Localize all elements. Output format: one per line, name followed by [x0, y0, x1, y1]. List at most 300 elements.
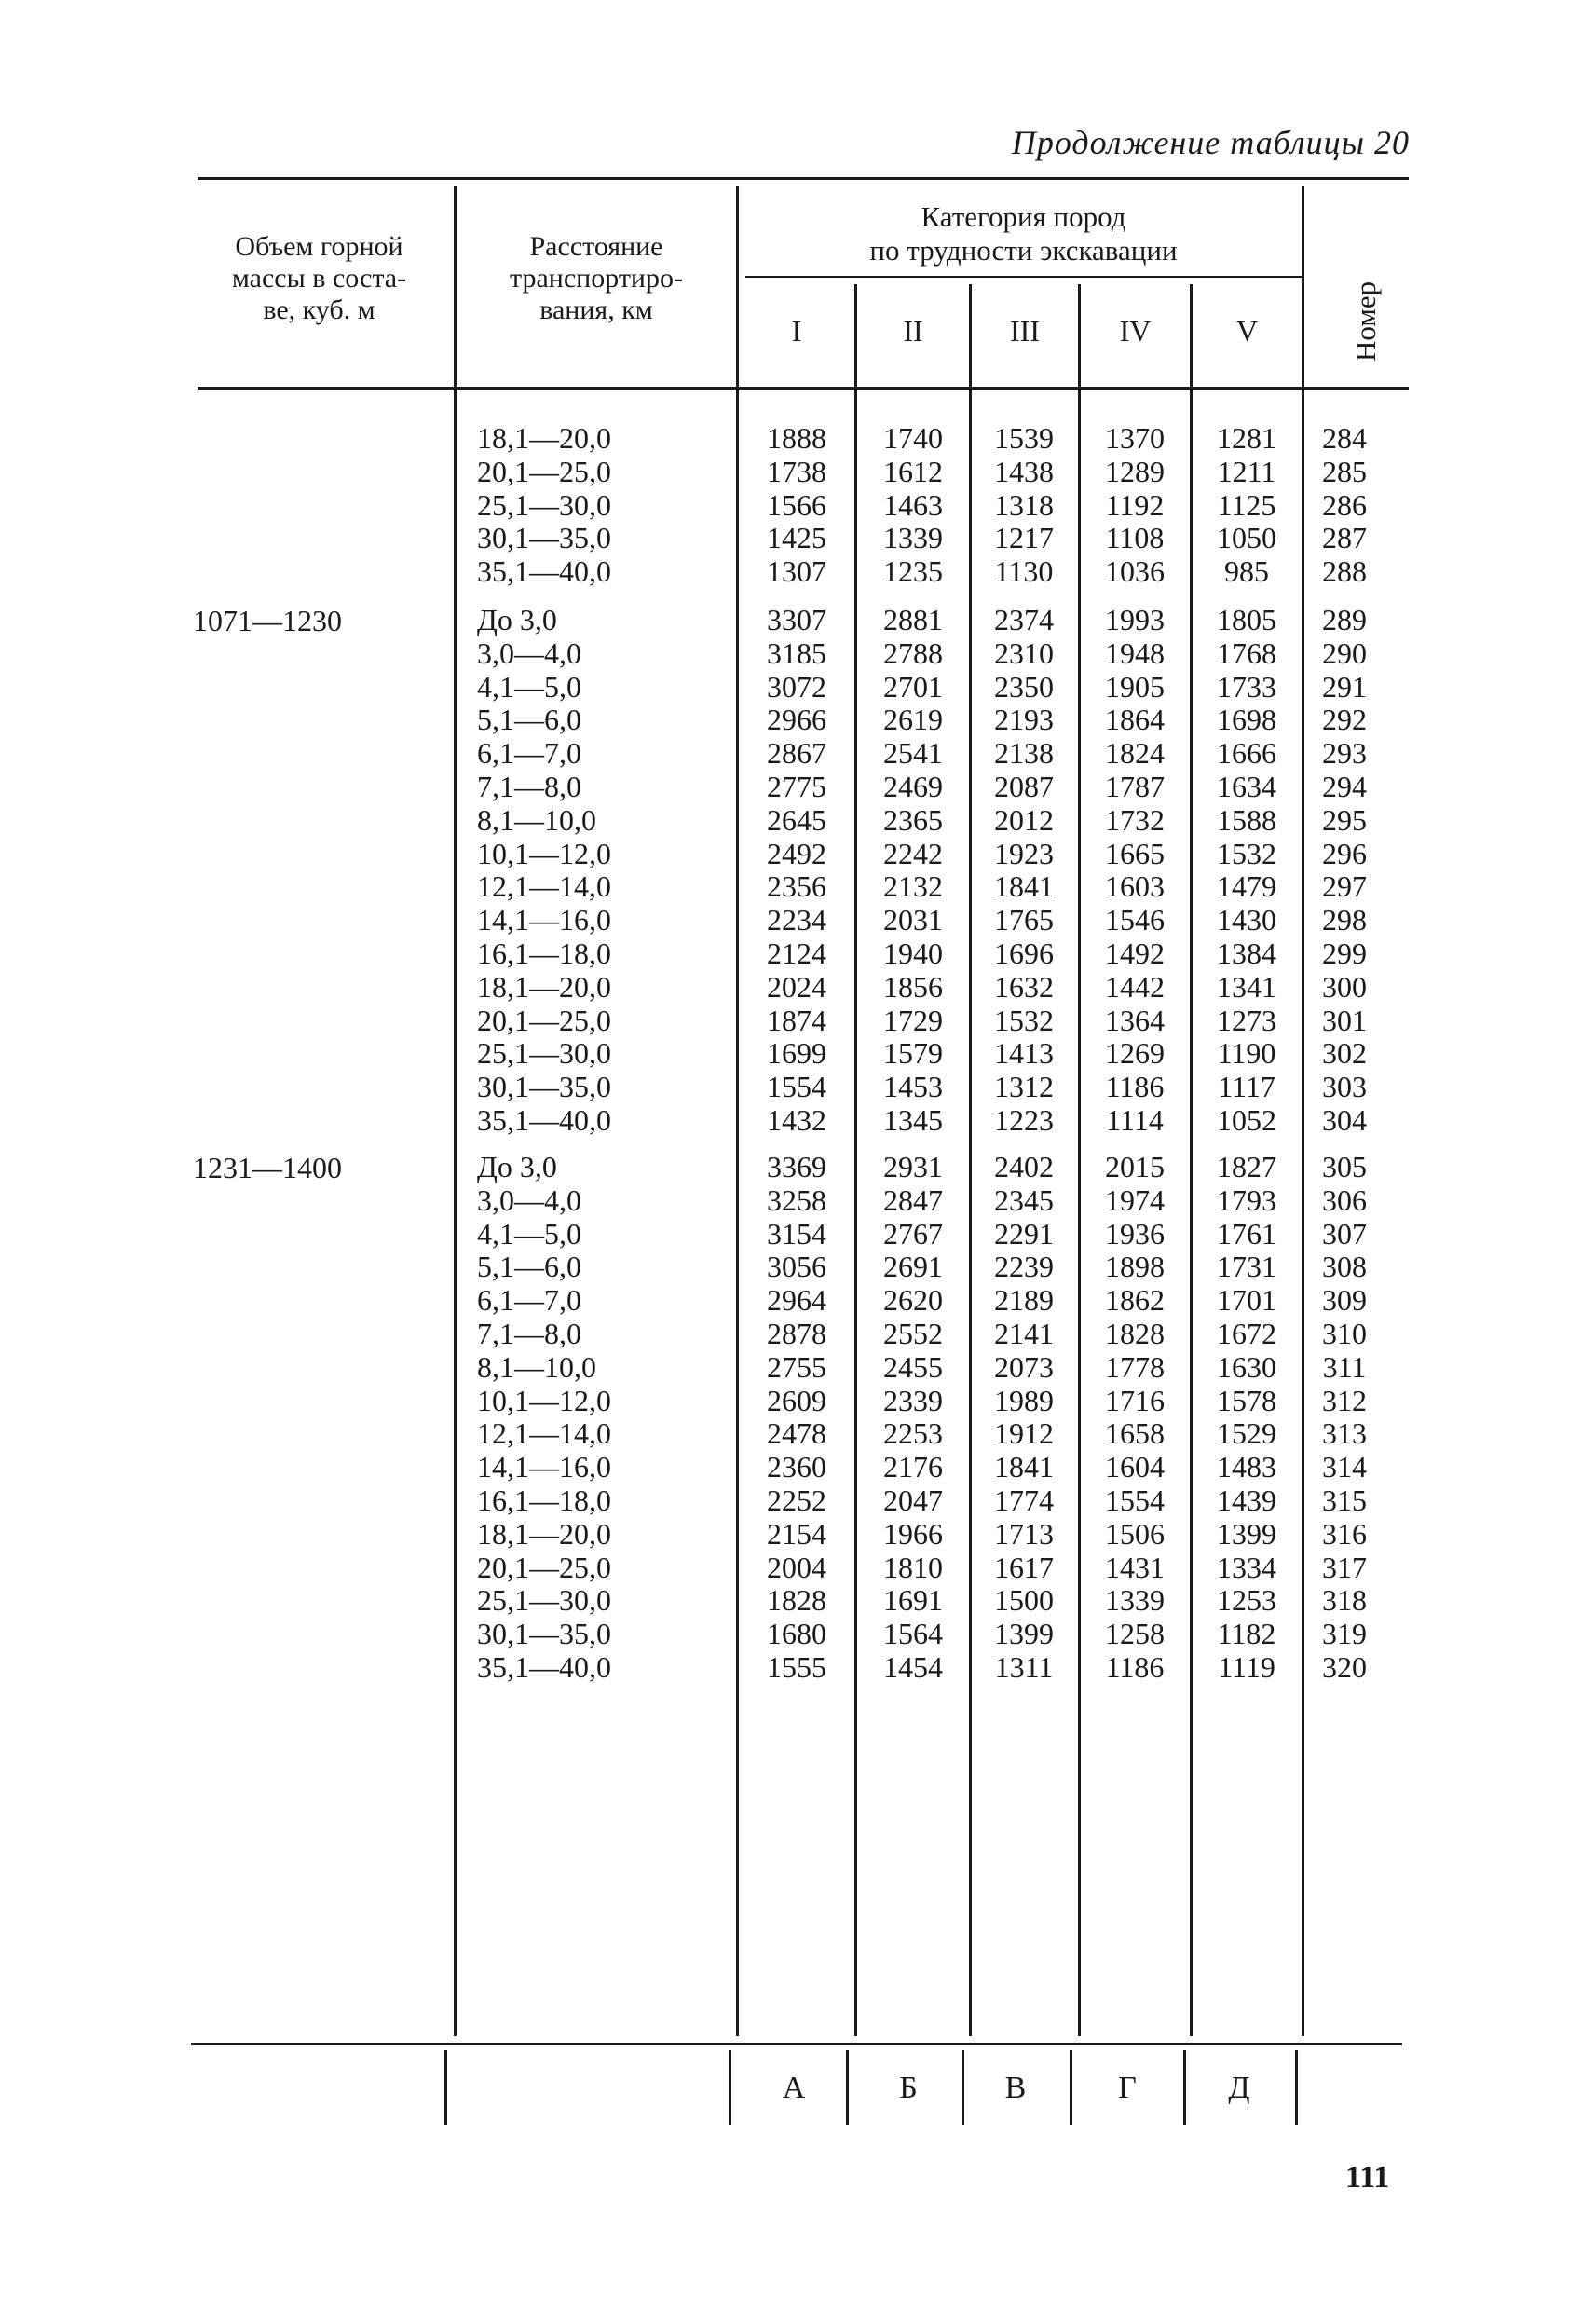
value-cell: 1713: [994, 1516, 1054, 1551]
group-volume-label: 1231—1400: [193, 1151, 342, 1184]
value-cell: 1554: [1105, 1483, 1165, 1517]
distance-cell: 12,1—14,0: [477, 1416, 611, 1451]
category-V-header: V: [1235, 314, 1259, 348]
distance-cell: 20,1—25,0: [477, 1550, 611, 1584]
value-cell: 1672: [1217, 1316, 1276, 1350]
value-cell: 1384: [1217, 936, 1276, 970]
value-cell: 3369: [767, 1150, 826, 1183]
value-cell: 1603: [1105, 869, 1165, 904]
value-cell: 1258: [1105, 1617, 1165, 1651]
value-cell: 1431: [1105, 1550, 1165, 1584]
value-cell: 2469: [883, 769, 943, 803]
value-cell: 1399: [1217, 1516, 1276, 1551]
category-I-column: [745, 1151, 848, 1685]
volume-header-line: ве, куб. м: [263, 294, 375, 325]
footer-divider-1: [444, 2050, 447, 2125]
value-cell: 1989: [994, 1383, 1054, 1417]
value-cell: 1463: [883, 487, 943, 522]
row-number: 292: [1322, 703, 1367, 737]
value-cell: 2645: [767, 802, 826, 837]
distance-cell: До 3,0: [477, 1150, 557, 1183]
footer-letter-d: Д: [1228, 2071, 1250, 2105]
value-cell: 1634: [1217, 769, 1276, 803]
value-cell: 2878: [767, 1316, 826, 1350]
distance-cell: 14,1—16,0: [477, 1450, 611, 1484]
value-cell: 2365: [883, 802, 943, 837]
category-III-column: [974, 1151, 1074, 1685]
distance-header-line: вания, км: [539, 294, 653, 325]
value-cell: 1554: [767, 1070, 826, 1104]
value-cell: 1413: [994, 1036, 1054, 1071]
value-cell: 1874: [767, 1003, 826, 1037]
value-cell: 1186: [1105, 1070, 1165, 1104]
value-cell: 2339: [883, 1383, 943, 1417]
footer-letter-b: Б: [899, 2071, 918, 2105]
category-rule: [745, 276, 1304, 278]
value-cell: 2966: [767, 703, 826, 737]
value-cell: 1192: [1105, 487, 1165, 522]
value-cell: 2964: [767, 1283, 826, 1318]
footer-divider-2: [729, 2050, 731, 2125]
value-cell: 1182: [1217, 1617, 1276, 1651]
value-cell: 1761: [1217, 1216, 1276, 1251]
row-number: 299: [1322, 936, 1367, 970]
distance-column: [477, 604, 611, 1138]
value-cell: 2619: [883, 703, 943, 737]
value-cell: 1119: [1218, 1649, 1275, 1684]
category-III-header: III: [1010, 314, 1040, 348]
distance-cell: 4,1—5,0: [477, 1216, 581, 1251]
value-cell: 2253: [883, 1416, 943, 1451]
value-cell: 2847: [883, 1183, 943, 1217]
category-IV-column: [1084, 422, 1186, 589]
row-number: 309: [1322, 1283, 1367, 1318]
value-cell: 1190: [1217, 1036, 1276, 1071]
value-cell: 1108: [1105, 521, 1165, 555]
value-cell: 1966: [883, 1516, 943, 1551]
value-cell: 2012: [994, 802, 1054, 837]
value-cell: 3154: [767, 1216, 826, 1251]
row-number: 295: [1322, 802, 1367, 837]
row-number: 284: [1322, 421, 1367, 455]
value-cell: 1729: [883, 1003, 943, 1037]
distance-cell: 7,1—8,0: [477, 769, 581, 803]
value-cell: 1334: [1217, 1550, 1276, 1584]
row-number: 297: [1322, 869, 1367, 904]
value-cell: 1824: [1105, 736, 1165, 771]
value-cell: 1370: [1105, 421, 1165, 455]
value-cell: 1765: [994, 903, 1054, 937]
value-cell: 2239: [994, 1250, 1054, 1284]
value-cell: 1500: [994, 1583, 1054, 1618]
number-column-header: Номер: [1349, 280, 1382, 362]
value-cell: 1186: [1105, 1649, 1165, 1684]
value-cell: 2775: [767, 769, 826, 803]
value-cell: 1898: [1105, 1250, 1165, 1284]
row-number: 296: [1322, 836, 1367, 870]
row-number: 300: [1322, 969, 1367, 1004]
value-cell: 1665: [1105, 836, 1165, 870]
value-cell: 1483: [1217, 1450, 1276, 1484]
row-number: 290: [1322, 636, 1367, 670]
distance-header-line: транспортиро-: [510, 263, 683, 294]
row-number: 304: [1322, 1102, 1367, 1137]
value-cell: 1905: [1105, 669, 1165, 704]
value-cell: 1253: [1217, 1583, 1276, 1618]
value-cell: 1529: [1217, 1416, 1276, 1451]
value-cell: 1923: [994, 836, 1054, 870]
distance-cell: 7,1—8,0: [477, 1316, 581, 1350]
distance-cell: 10,1—12,0: [477, 836, 611, 870]
value-cell: 1862: [1105, 1283, 1165, 1318]
value-cell: 1539: [994, 421, 1054, 455]
value-cell: 2189: [994, 1283, 1054, 1318]
value-cell: 2291: [994, 1216, 1054, 1251]
value-cell: 1430: [1217, 903, 1276, 937]
value-cell: 1856: [883, 969, 943, 1004]
value-cell: 2356: [767, 869, 826, 904]
value-cell: 1564: [883, 1617, 943, 1651]
value-cell: 1805: [1217, 603, 1276, 636]
value-cell: 1696: [994, 936, 1054, 970]
category-II-column: [862, 1151, 964, 1685]
value-cell: 1036: [1105, 554, 1165, 589]
value-cell: 1827: [1217, 1150, 1276, 1183]
value-cell: 1936: [1105, 1216, 1165, 1251]
value-cell: 1864: [1105, 703, 1165, 737]
value-cell: 2004: [767, 1550, 826, 1584]
distance-column: [477, 1151, 611, 1685]
value-cell: 2881: [883, 603, 943, 636]
row-number: 307: [1322, 1216, 1367, 1251]
distance-cell: 4,1—5,0: [477, 669, 581, 704]
row-number: 294: [1322, 769, 1367, 803]
category-I-column: [745, 422, 848, 589]
value-cell: 1479: [1217, 869, 1276, 904]
value-cell: 985: [1224, 554, 1269, 589]
category-header-line: Категория пород: [921, 200, 1126, 233]
distance-cell: 3,0—4,0: [477, 1183, 581, 1217]
category-IV-column: [1084, 1151, 1186, 1685]
value-cell: 2455: [883, 1349, 943, 1384]
value-cell: 1307: [767, 554, 826, 589]
value-cell: 2310: [994, 636, 1054, 670]
page-number: 111: [1345, 2160, 1390, 2195]
value-cell: 3056: [767, 1250, 826, 1284]
value-cell: 1948: [1105, 636, 1165, 670]
distance-cell: 6,1—7,0: [477, 1283, 581, 1318]
value-cell: 1701: [1217, 1283, 1276, 1318]
value-cell: 2867: [767, 736, 826, 771]
footer-divider-6: [1183, 2050, 1186, 2125]
row-number: 302: [1322, 1036, 1367, 1071]
distance-cell: 18,1—20,0: [477, 1516, 611, 1551]
value-cell: 1114: [1106, 1102, 1164, 1137]
distance-cell: 16,1—18,0: [477, 1483, 611, 1517]
value-cell: 1974: [1105, 1183, 1165, 1217]
category-I-header: I: [791, 314, 802, 348]
volume-column-header: [191, 231, 447, 326]
value-cell: 1312: [994, 1070, 1054, 1104]
value-cell: 1454: [883, 1649, 943, 1684]
value-cell: 1050: [1217, 521, 1276, 555]
value-cell: 1732: [1105, 802, 1165, 837]
value-cell: 1768: [1217, 636, 1276, 670]
value-cell: 1912: [994, 1416, 1054, 1451]
value-cell: 2931: [883, 1150, 943, 1183]
value-cell: 2154: [767, 1516, 826, 1551]
value-cell: 1716: [1105, 1383, 1165, 1417]
value-cell: 1532: [994, 1003, 1054, 1037]
value-cell: 1506: [1105, 1516, 1165, 1551]
value-cell: 2374: [994, 603, 1054, 636]
row-number: 320: [1322, 1649, 1367, 1684]
footer-divider-7: [1295, 2050, 1298, 2125]
category-IV-column: [1084, 604, 1186, 1138]
distance-cell: 35,1—40,0: [477, 1102, 611, 1137]
row-number: 298: [1322, 903, 1367, 937]
value-cell: 1774: [994, 1483, 1054, 1517]
divider-distance-I: [736, 186, 739, 2036]
distance-cell: 35,1—40,0: [477, 554, 611, 589]
value-cell: 1828: [767, 1583, 826, 1618]
value-cell: 1841: [994, 869, 1054, 904]
value-cell: 2252: [767, 1483, 826, 1517]
distance-cell: 20,1—25,0: [477, 454, 611, 488]
value-cell: 2701: [883, 669, 943, 704]
number-column: [1307, 1151, 1382, 1685]
value-cell: 2492: [767, 836, 826, 870]
header-bottom-rule: [198, 387, 1409, 390]
category-column-header: [745, 200, 1302, 267]
value-cell: 2788: [883, 636, 943, 670]
value-cell: 1341: [1217, 969, 1276, 1004]
value-cell: 1841: [994, 1450, 1054, 1484]
distance-cell: 18,1—20,0: [477, 421, 611, 455]
category-II-column: [862, 604, 964, 1138]
row-number: 305: [1322, 1150, 1367, 1183]
value-cell: 2609: [767, 1383, 826, 1417]
value-cell: 2552: [883, 1316, 943, 1350]
footer-letter-g: Г: [1118, 2071, 1137, 2105]
value-cell: 1125: [1217, 487, 1276, 522]
distance-cell: 20,1—25,0: [477, 1003, 611, 1037]
number-column: [1307, 422, 1382, 589]
value-cell: 1778: [1105, 1349, 1165, 1384]
value-cell: 1532: [1217, 836, 1276, 870]
value-cell: 1828: [1105, 1316, 1165, 1350]
row-number: 311: [1322, 1349, 1367, 1384]
row-number: 313: [1322, 1416, 1367, 1451]
value-cell: 1810: [883, 1550, 943, 1584]
value-cell: 1617: [994, 1550, 1054, 1584]
distance-cell: 3,0—4,0: [477, 636, 581, 670]
value-cell: 1052: [1217, 1102, 1276, 1137]
category-V-column: [1195, 422, 1298, 589]
value-cell: 3072: [767, 669, 826, 704]
value-cell: 1993: [1105, 603, 1165, 636]
value-cell: 1453: [883, 1070, 943, 1104]
value-cell: 1612: [883, 454, 943, 488]
footer-letter-a: А: [782, 2071, 806, 2105]
value-cell: 2620: [883, 1283, 943, 1318]
value-cell: 1738: [767, 454, 826, 488]
value-cell: 3307: [767, 603, 826, 636]
value-cell: 2478: [767, 1416, 826, 1451]
value-cell: 1632: [994, 969, 1054, 1004]
value-cell: 2541: [883, 736, 943, 771]
row-number: 310: [1322, 1316, 1367, 1350]
row-number: 314: [1322, 1450, 1367, 1484]
category-II-column: [862, 422, 964, 589]
row-number: 286: [1322, 487, 1367, 522]
number-column: [1307, 604, 1382, 1138]
value-cell: 1439: [1217, 1483, 1276, 1517]
value-cell: 2345: [994, 1183, 1054, 1217]
value-cell: 1273: [1217, 1003, 1276, 1037]
distance-cell: 8,1—10,0: [477, 802, 596, 837]
value-cell: 1680: [767, 1617, 826, 1651]
divider-volume-distance: [454, 186, 457, 2036]
value-cell: 1211: [1217, 454, 1276, 488]
row-number: 288: [1322, 554, 1367, 589]
value-cell: 1604: [1105, 1450, 1165, 1484]
value-cell: 1793: [1217, 1183, 1276, 1217]
value-cell: 2015: [1105, 1150, 1165, 1183]
row-number: 318: [1322, 1583, 1367, 1618]
distance-cell: 5,1—6,0: [477, 1250, 581, 1284]
value-cell: 2141: [994, 1316, 1054, 1350]
row-number: 312: [1322, 1383, 1367, 1417]
value-cell: 1731: [1217, 1250, 1276, 1284]
divider-V-number: [1302, 186, 1304, 2036]
divider-III-IV: [1078, 284, 1081, 2036]
row-number: 308: [1322, 1250, 1367, 1284]
category-IV-header: IV: [1119, 314, 1152, 348]
footer-rule: [191, 2043, 1402, 2045]
value-cell: 1432: [767, 1102, 826, 1137]
value-cell: 1425: [767, 521, 826, 555]
value-cell: 1546: [1105, 903, 1165, 937]
distance-header-line: Расстояние: [529, 231, 663, 262]
value-cell: 2124: [767, 936, 826, 970]
distance-cell: 12,1—14,0: [477, 869, 611, 904]
value-cell: 2138: [994, 736, 1054, 771]
distance-cell: 14,1—16,0: [477, 903, 611, 937]
distance-cell: 30,1—35,0: [477, 1070, 611, 1104]
value-cell: 2031: [883, 903, 943, 937]
distance-cell: 10,1—12,0: [477, 1383, 611, 1417]
value-cell: 1740: [883, 421, 943, 455]
row-number: 287: [1322, 521, 1367, 555]
value-cell: 1269: [1105, 1036, 1165, 1071]
value-cell: 2047: [883, 1483, 943, 1517]
value-cell: 1940: [883, 936, 943, 970]
category-header-line: по трудности экскавации: [869, 234, 1178, 267]
top-rule: [198, 177, 1409, 180]
divider-II-III: [969, 284, 972, 2036]
value-cell: 1698: [1217, 703, 1276, 737]
value-cell: 3258: [767, 1183, 826, 1217]
value-cell: 2402: [994, 1150, 1054, 1183]
row-number: 291: [1322, 669, 1367, 704]
value-cell: 1787: [1105, 769, 1165, 803]
row-number: 303: [1322, 1070, 1367, 1104]
value-cell: 2691: [883, 1250, 943, 1284]
value-cell: 1733: [1217, 669, 1276, 704]
table-continuation-caption: Продолжение таблицы 20: [1011, 124, 1410, 161]
value-cell: 1666: [1217, 736, 1276, 771]
value-cell: 3185: [767, 636, 826, 670]
category-III-column: [974, 604, 1074, 1138]
row-number: 319: [1322, 1617, 1367, 1651]
value-cell: 2087: [994, 769, 1054, 803]
value-cell: 2242: [883, 836, 943, 870]
distance-column-header: [466, 231, 727, 326]
value-cell: 2176: [883, 1450, 943, 1484]
value-cell: 1578: [1217, 1383, 1276, 1417]
divider-IV-V: [1190, 284, 1193, 2036]
value-cell: 1630: [1217, 1349, 1276, 1384]
footer-divider-4: [962, 2050, 964, 2125]
row-number: 289: [1322, 603, 1367, 636]
value-cell: 1555: [767, 1649, 826, 1684]
value-cell: 1130: [994, 554, 1054, 589]
distance-cell: 25,1—30,0: [477, 487, 611, 522]
value-cell: 2073: [994, 1349, 1054, 1384]
distance-column: [477, 422, 611, 589]
footer-letter-v: В: [1004, 2071, 1027, 2105]
value-cell: 2234: [767, 903, 826, 937]
value-cell: 1888: [767, 421, 826, 455]
value-cell: 1438: [994, 454, 1054, 488]
value-cell: 1339: [883, 521, 943, 555]
category-V-column: [1195, 1151, 1298, 1685]
value-cell: 1235: [883, 554, 943, 589]
value-cell: 1339: [1105, 1583, 1165, 1618]
category-I-column: [745, 604, 848, 1138]
value-cell: 1318: [994, 487, 1054, 522]
value-cell: 1399: [994, 1617, 1054, 1651]
value-cell: 2132: [883, 869, 943, 904]
row-number: 301: [1322, 1003, 1367, 1037]
value-cell: 1281: [1217, 421, 1276, 455]
row-number: 316: [1322, 1516, 1367, 1551]
group-volume-label: 1071—1230: [193, 604, 342, 637]
category-II-header: II: [903, 314, 923, 348]
volume-header-line: Объем горной: [235, 231, 403, 262]
value-cell: 1311: [994, 1649, 1054, 1684]
volume-header-line: массы в соста-: [231, 263, 407, 294]
distance-cell: 6,1—7,0: [477, 736, 581, 771]
distance-cell: 5,1—6,0: [477, 703, 581, 737]
value-cell: 2024: [767, 969, 826, 1004]
value-cell: 1345: [883, 1102, 943, 1137]
value-cell: 1588: [1217, 802, 1276, 837]
row-number: 306: [1322, 1183, 1367, 1217]
category-V-column: [1195, 604, 1298, 1138]
distance-cell: До 3,0: [477, 603, 557, 636]
value-cell: 1442: [1105, 969, 1165, 1004]
value-cell: 2360: [767, 1450, 826, 1484]
distance-cell: 8,1—10,0: [477, 1349, 596, 1384]
distance-cell: 30,1—35,0: [477, 521, 611, 555]
value-cell: 1699: [767, 1036, 826, 1071]
value-cell: 1492: [1105, 936, 1165, 970]
row-number: 293: [1322, 736, 1367, 771]
value-cell: 1289: [1105, 454, 1165, 488]
row-number: 285: [1322, 454, 1367, 488]
